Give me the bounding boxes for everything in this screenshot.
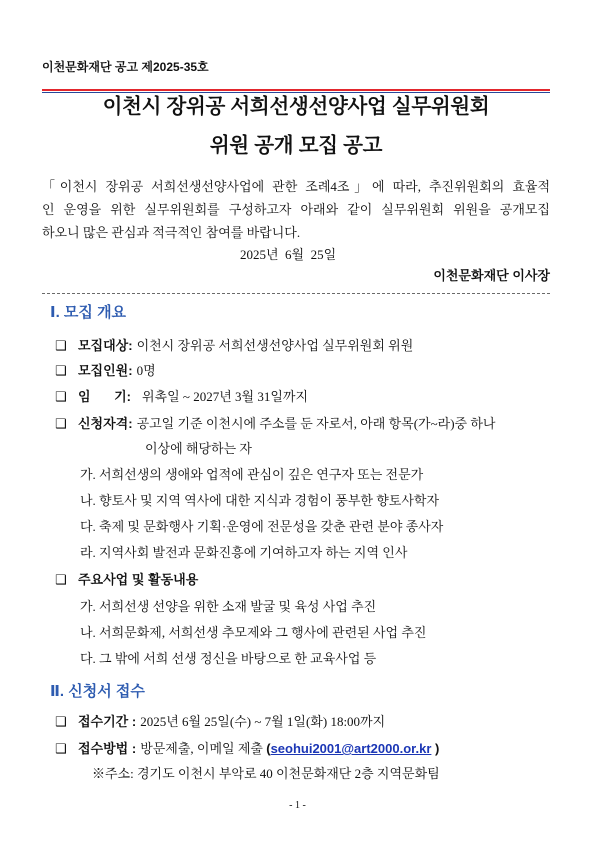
item-value: 공고일 기준 이천시에 주소를 둔 자로서, 아래 항목(가~라)중 하나	[136, 416, 496, 431]
activity-item: 가. 서희선생 선양을 위한 소재 발굴 및 육성 사업 추진	[80, 599, 377, 614]
section-heading-recruitment-overview: Ⅰ. 모집 개요	[50, 304, 127, 321]
item-label: 주요사업 및 활동내용	[78, 572, 199, 587]
office-address: ※주소: 경기도 이천시 부악로 40 이천문화재단 2층 지역문화팀	[92, 766, 440, 781]
item-label: 임 기:	[78, 389, 131, 404]
item-label: 접수기간 :	[78, 714, 137, 729]
eligibility-criterion: 라. 지역사회 발전과 문화진흥에 기여하고자 하는 지역 인사	[80, 545, 408, 560]
checkbox-bullet-icon: ❑	[55, 573, 67, 588]
checkbox-bullet-icon: ❑	[55, 742, 67, 757]
item-value: 2025년 6월 25일(수) ~ 7월 1일(화) 18:00까지	[140, 714, 386, 729]
item-label: 모집인원:	[78, 363, 133, 378]
title-rule-blue	[42, 92, 550, 94]
item-value: 방문제출, 이메일 제출	[140, 741, 267, 756]
eligibility-criterion: 다. 축제 및 문화행사 기획·운영에 전문성을 갖춘 관련 분야 종사자	[80, 519, 444, 534]
item-application-method	[55, 740, 439, 759]
email-link[interactable]: seohui2001@art2000.or.kr	[270, 741, 432, 756]
section-divider	[42, 293, 550, 294]
item-eligibility	[55, 415, 495, 434]
item-label: 신청자격:	[78, 416, 133, 431]
eligibility-criterion: 나. 향토사 및 지역 역사에 대한 지식과 경험이 풍부한 향토사학자	[80, 493, 440, 508]
section-heading-application: Ⅱ. 신청서 접수	[50, 683, 145, 700]
item-label: 모집대상:	[78, 338, 133, 353]
item-recruitment-target	[55, 337, 413, 356]
page-number: - 1 -	[289, 800, 306, 811]
item-value: 이천시 장위공 서희선생선양사업 실무위원회 위원	[136, 338, 414, 353]
intro-line-1: 「이천시 장위공 서희선생선양사업에 관한 조례4조」에 따라, 추진위원회의 효율적	[42, 179, 550, 194]
item-term	[55, 388, 308, 407]
item-recruitment-count	[55, 362, 156, 381]
checkbox-bullet-icon: ❑	[55, 390, 67, 405]
activity-item: 나. 서희문화제, 서희선생 추모제와 그 행사에 관련된 사업 추진	[80, 625, 427, 640]
item-value: 0명	[136, 363, 156, 378]
intro-line-3: 하오니 많은 관심과 적극적인 참여를 바랍니다.	[42, 225, 301, 240]
document-title-line2: 위원 공개 모집 공고	[209, 134, 383, 157]
document-title-line1: 이천시 장위공 서희선생선양사업 실무위원회	[102, 95, 490, 118]
eligibility-continuation: 이상에 해당하는 자	[145, 441, 252, 456]
eligibility-criterion: 가. 서희선생의 생애와 업적에 관심이 깊은 연구자 또는 전문가	[80, 467, 424, 482]
item-application-period	[55, 713, 385, 732]
item-main-activities	[55, 571, 198, 590]
notice-number: 이천문화재단 공고 제2025-35호	[42, 60, 209, 74]
notice-date: 2025년 6월 25일	[240, 247, 337, 262]
close-paren: )	[431, 741, 440, 756]
issuer-signature: 이천문화재단 이사장	[433, 268, 550, 283]
open-paren: (	[266, 741, 271, 756]
checkbox-bullet-icon: ❑	[55, 364, 67, 379]
item-value: 위촉일 ~ 2027년 3월 31일까지	[142, 389, 308, 404]
checkbox-bullet-icon: ❑	[55, 417, 67, 432]
item-label: 접수방법 :	[78, 741, 137, 756]
checkbox-bullet-icon: ❑	[55, 715, 67, 730]
intro-line-2: 인 운영을 위한 실무위원회를 구성하고자 아래와 같이 실무위원회 위원을 공개모집	[42, 202, 550, 217]
checkbox-bullet-icon: ❑	[55, 339, 67, 354]
activity-item: 다. 그 밖에 서희 선생 정신을 바탕으로 한 교육사업 등	[80, 651, 377, 666]
